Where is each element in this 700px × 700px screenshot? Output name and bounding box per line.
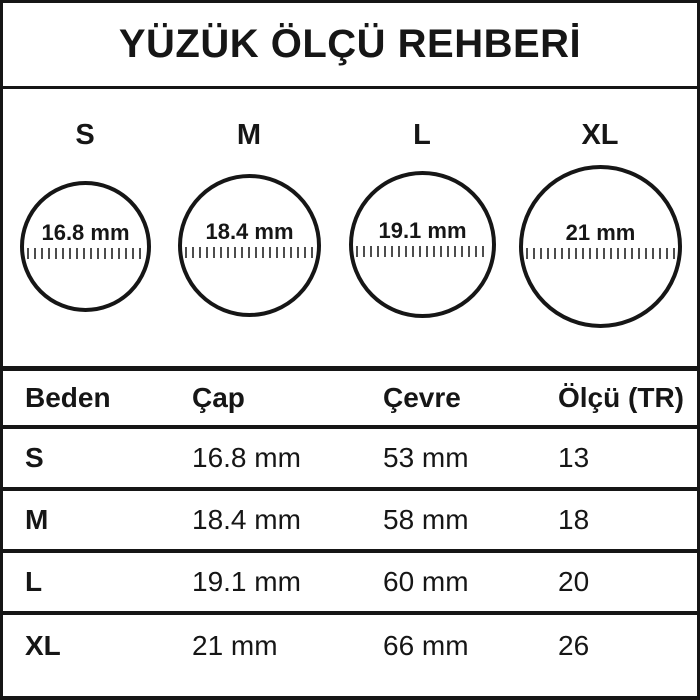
cell-beden-m: M (25, 504, 49, 535)
header-beden: Beden (25, 382, 111, 413)
table-row-xl (3, 615, 697, 677)
ring-circle-l (349, 171, 496, 318)
page-title: YÜZÜK ÖLÇÜ REHBERİ (118, 22, 582, 66)
ring-circle-s (20, 181, 151, 312)
cell-cap-m: 18.4 mm (192, 504, 301, 535)
ring-circle-m-content (182, 219, 317, 258)
header-olcu-tr: Ölçü (TR) (558, 382, 684, 413)
ring-diameter-value-s: 16.8 mm (41, 220, 130, 245)
ring-size-label-s: S (75, 119, 95, 151)
table-row-l (3, 553, 697, 615)
ring-diameter-value-xl: 21 mm (565, 220, 636, 245)
ring-size-label-xl: XL (581, 119, 619, 151)
ring-circle-m (178, 174, 321, 317)
table-row-s (3, 429, 697, 491)
ring-size-table (3, 366, 697, 677)
ring-size-label-m: M (236, 119, 262, 151)
cell-cevre-m: 58 mm (383, 504, 469, 535)
ruler-ticks-icon (27, 248, 144, 259)
ruler-ticks-icon (526, 248, 675, 259)
ring-circle-xl (519, 165, 682, 328)
cell-cap-l: 19.1 mm (192, 566, 301, 597)
table-row-m (3, 491, 697, 553)
cell-cevre-xl: 66 mm (383, 630, 469, 661)
cell-olcu-l: 20 (558, 566, 590, 597)
cell-beden-s: S (25, 442, 44, 473)
cell-cap-xl: 21 mm (192, 630, 278, 661)
ruler-ticks-icon (185, 247, 314, 258)
header-cap: Çap (192, 382, 245, 413)
cell-olcu-xl: 26 (558, 630, 590, 661)
cell-olcu-s: 13 (558, 442, 590, 473)
ring-circles-diagram (3, 89, 697, 366)
header-cevre: Çevre (383, 382, 461, 413)
cell-beden-l: L (25, 566, 43, 597)
cell-cevre-l: 60 mm (383, 566, 469, 597)
ring-size-label-l: L (413, 119, 431, 151)
ring-circle-l-content (353, 218, 492, 257)
ruler-ticks-icon (356, 246, 489, 257)
ring-circle-xl-content (523, 220, 678, 259)
ring-diameter-value-l: 19.1 mm (378, 218, 467, 243)
table-header-row (3, 371, 697, 429)
ring-circle-s-content (24, 220, 147, 259)
ring-diameter-value-m: 18.4 mm (205, 219, 294, 244)
cell-olcu-m: 18 (558, 504, 590, 535)
cell-beden-xl: XL (25, 630, 61, 661)
title-bar (3, 3, 697, 89)
cell-cap-s: 16.8 mm (192, 442, 301, 473)
cell-cevre-s: 53 mm (383, 442, 469, 473)
